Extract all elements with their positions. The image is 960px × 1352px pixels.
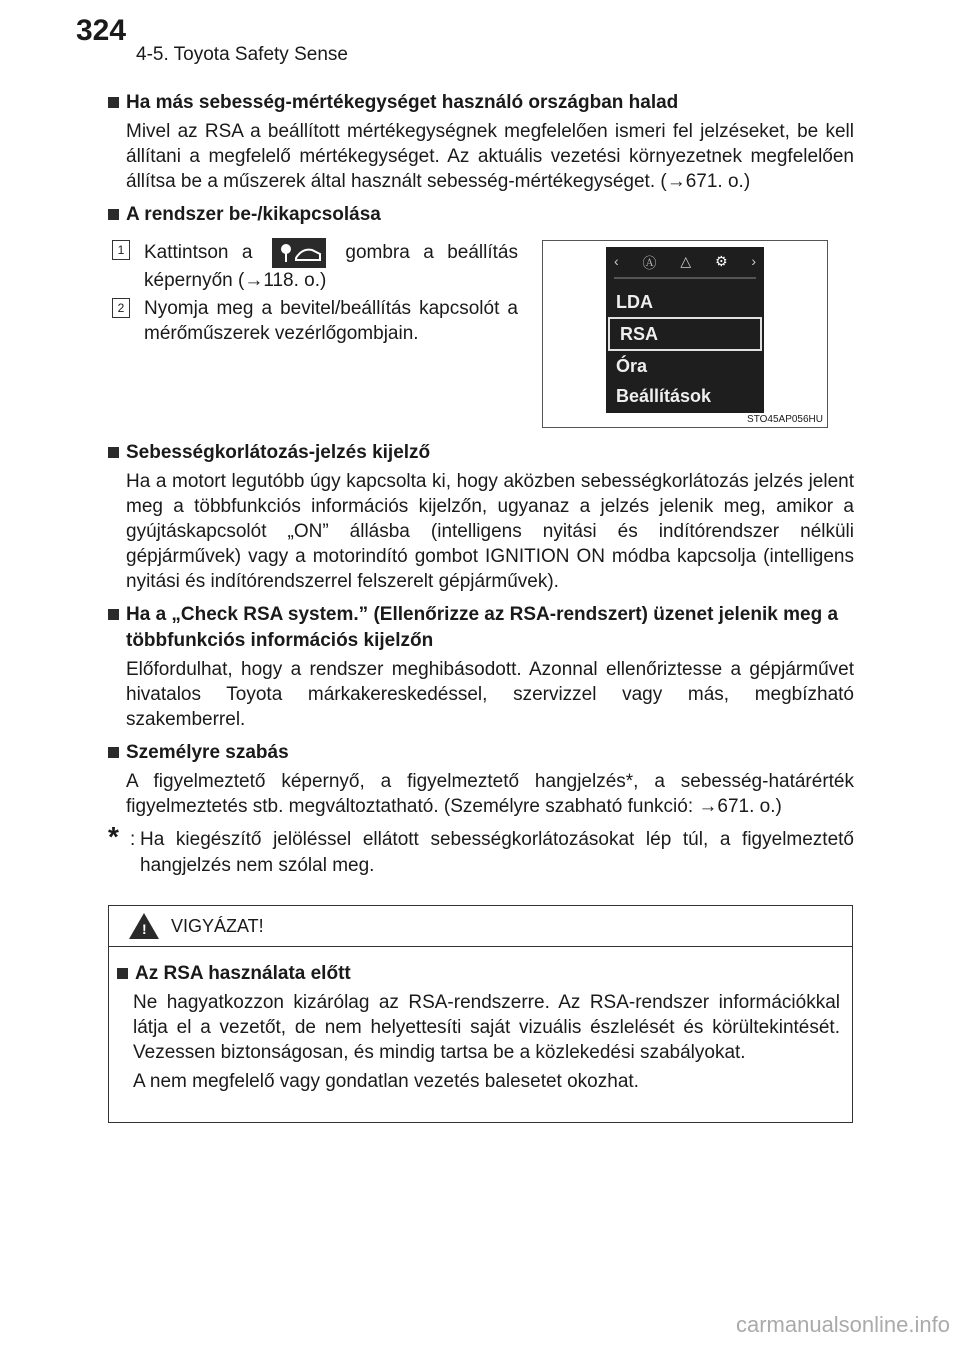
settings-screen [606, 247, 764, 413]
watermark: carmanualsonline.info [735, 1312, 950, 1337]
section-heading: Ha más sebesség-mértékegységet használó országban halad [108, 90, 854, 116]
warning-section-heading: Az RSA használata előtt [117, 961, 840, 987]
warning-text: A nem megfelelő vagy gondatlan vezetés balesetet okozhat. [133, 1071, 639, 1092]
square-bullet-icon [117, 968, 128, 979]
menu-item-settings: Beállítások [616, 386, 712, 406]
warning-icon: △ [680, 253, 692, 269]
section-text: Ha a motort legutóbb úgy kapcsolta ki, hogy aközben sebességkorlátozás jelzés jelent meg a többfunkciós információs kijelzőn, ugyanaz a jelzés jelenik meg, amikor a gyújtáskapcsolót „ON” állásba (intelligens nyitási és indítórendszer nélküli gépjárművek) vagy a motorindító gombot IGNITION ON módba kapcsolja (intelligens nyitási és indítórendszerrel felszerelt gépjárművek). [126, 471, 854, 592]
footnote-text: Ha kiegészítő jelöléssel ellátott sebességkorlátozásokat lép túl, a figyelmeztető hangjelzés nem szólal meg. [140, 829, 854, 876]
warning-triangle-icon: ! [129, 913, 159, 939]
steps-with-figure [108, 234, 854, 440]
rsa-button-icon [272, 238, 326, 268]
footnote: * : Ha kiegészítő jelöléssel ellátott sebességkorlátozásokat lép túl, a figyelmeztető hangjelzés nem szólal meg. [108, 827, 854, 879]
chevron-right-icon: › [751, 253, 756, 269]
section-text: Előfordulhat, hogy a rendszer meghibásodott. Azonnal ellenőriztesse a gépjárművet hivatalos Toyota márkakereskedéssel, szervizzel vagy más, megbízható szakemberrel. [126, 659, 854, 730]
warning-body [109, 947, 852, 1122]
warning-title: VIGYÁZAT! [171, 915, 264, 936]
section-text: A figyelmeztető képernyő, a figyelmeztető hangjelzés*, a sebesség-határérték figyelmeztetés stb. megváltoztatható. (Személyre szabható funkció: →671. o.) [126, 771, 854, 817]
section-heading: Sebességkorlátozás-jelzés kijelző [108, 440, 854, 466]
chevron-left-icon: ‹ [614, 253, 619, 269]
square-bullet-icon [108, 209, 119, 220]
chapter-title: 4-5. Toyota Safety Sense [136, 44, 348, 65]
square-bullet-icon [108, 447, 119, 458]
step-number: 1 [112, 240, 130, 260]
figure-code: STO45AP056HU [747, 414, 823, 425]
step-2: 2 Nyomja meg a bevitel/beállítás kapcsolót a mérőműszerek vezérlőgombjain. [112, 296, 518, 346]
warning-text: Ne hagyatkozzon kizárólag az RSA-rendszerre. Az RSA-rendszer információkkal látja el a vezetőt, de nem helyettesíti saját vizuális észlelését és körültekintését. Vezessen biztonságosan, és mindig tartsa be a közlekedési szabályokat. [133, 992, 840, 1063]
section-text: Mivel az RSA a beállított mértékegységnek megfelelően ismeri fel jelzéseket, be kell állítani a megfelelő mértékegységet. Az aktuális vezetési környezetnek megfelelően állítsa be a műszerek által használt sebesség-mértékegységet. (→671. o.) [126, 121, 854, 192]
warning-header [109, 906, 852, 947]
step-1: 1 Kattintson a gombra a beállítás képernyőn (→118. o.) [112, 238, 518, 293]
square-bullet-icon [108, 609, 119, 620]
square-bullet-icon [108, 747, 119, 758]
asterisk-mark: * [108, 821, 119, 852]
screen-top-bar [606, 247, 764, 273]
section-heading: A rendszer be-/kikapcsolása [108, 202, 854, 228]
gear-icon: ⚙ [714, 253, 728, 269]
main-content [108, 90, 854, 879]
section-heading: Ha a „Check RSA system.” (Ellenőrizze az RSA-rendszert) üzenet jelenik meg a többfunkciós információs kijelzőn [108, 602, 854, 654]
step-number: 2 [112, 298, 130, 318]
section-heading: Személyre szabás [108, 740, 854, 766]
display-illustration [542, 240, 828, 428]
menu-item-clock: Óra [616, 356, 648, 376]
square-bullet-icon [108, 97, 119, 108]
menu-item-lda: LDA [616, 292, 653, 312]
menu-item-rsa: RSA [608, 317, 762, 351]
a-circle-icon: Ⓐ [642, 255, 657, 271]
warning-box [108, 905, 853, 1123]
page-number: 324 [76, 14, 127, 47]
